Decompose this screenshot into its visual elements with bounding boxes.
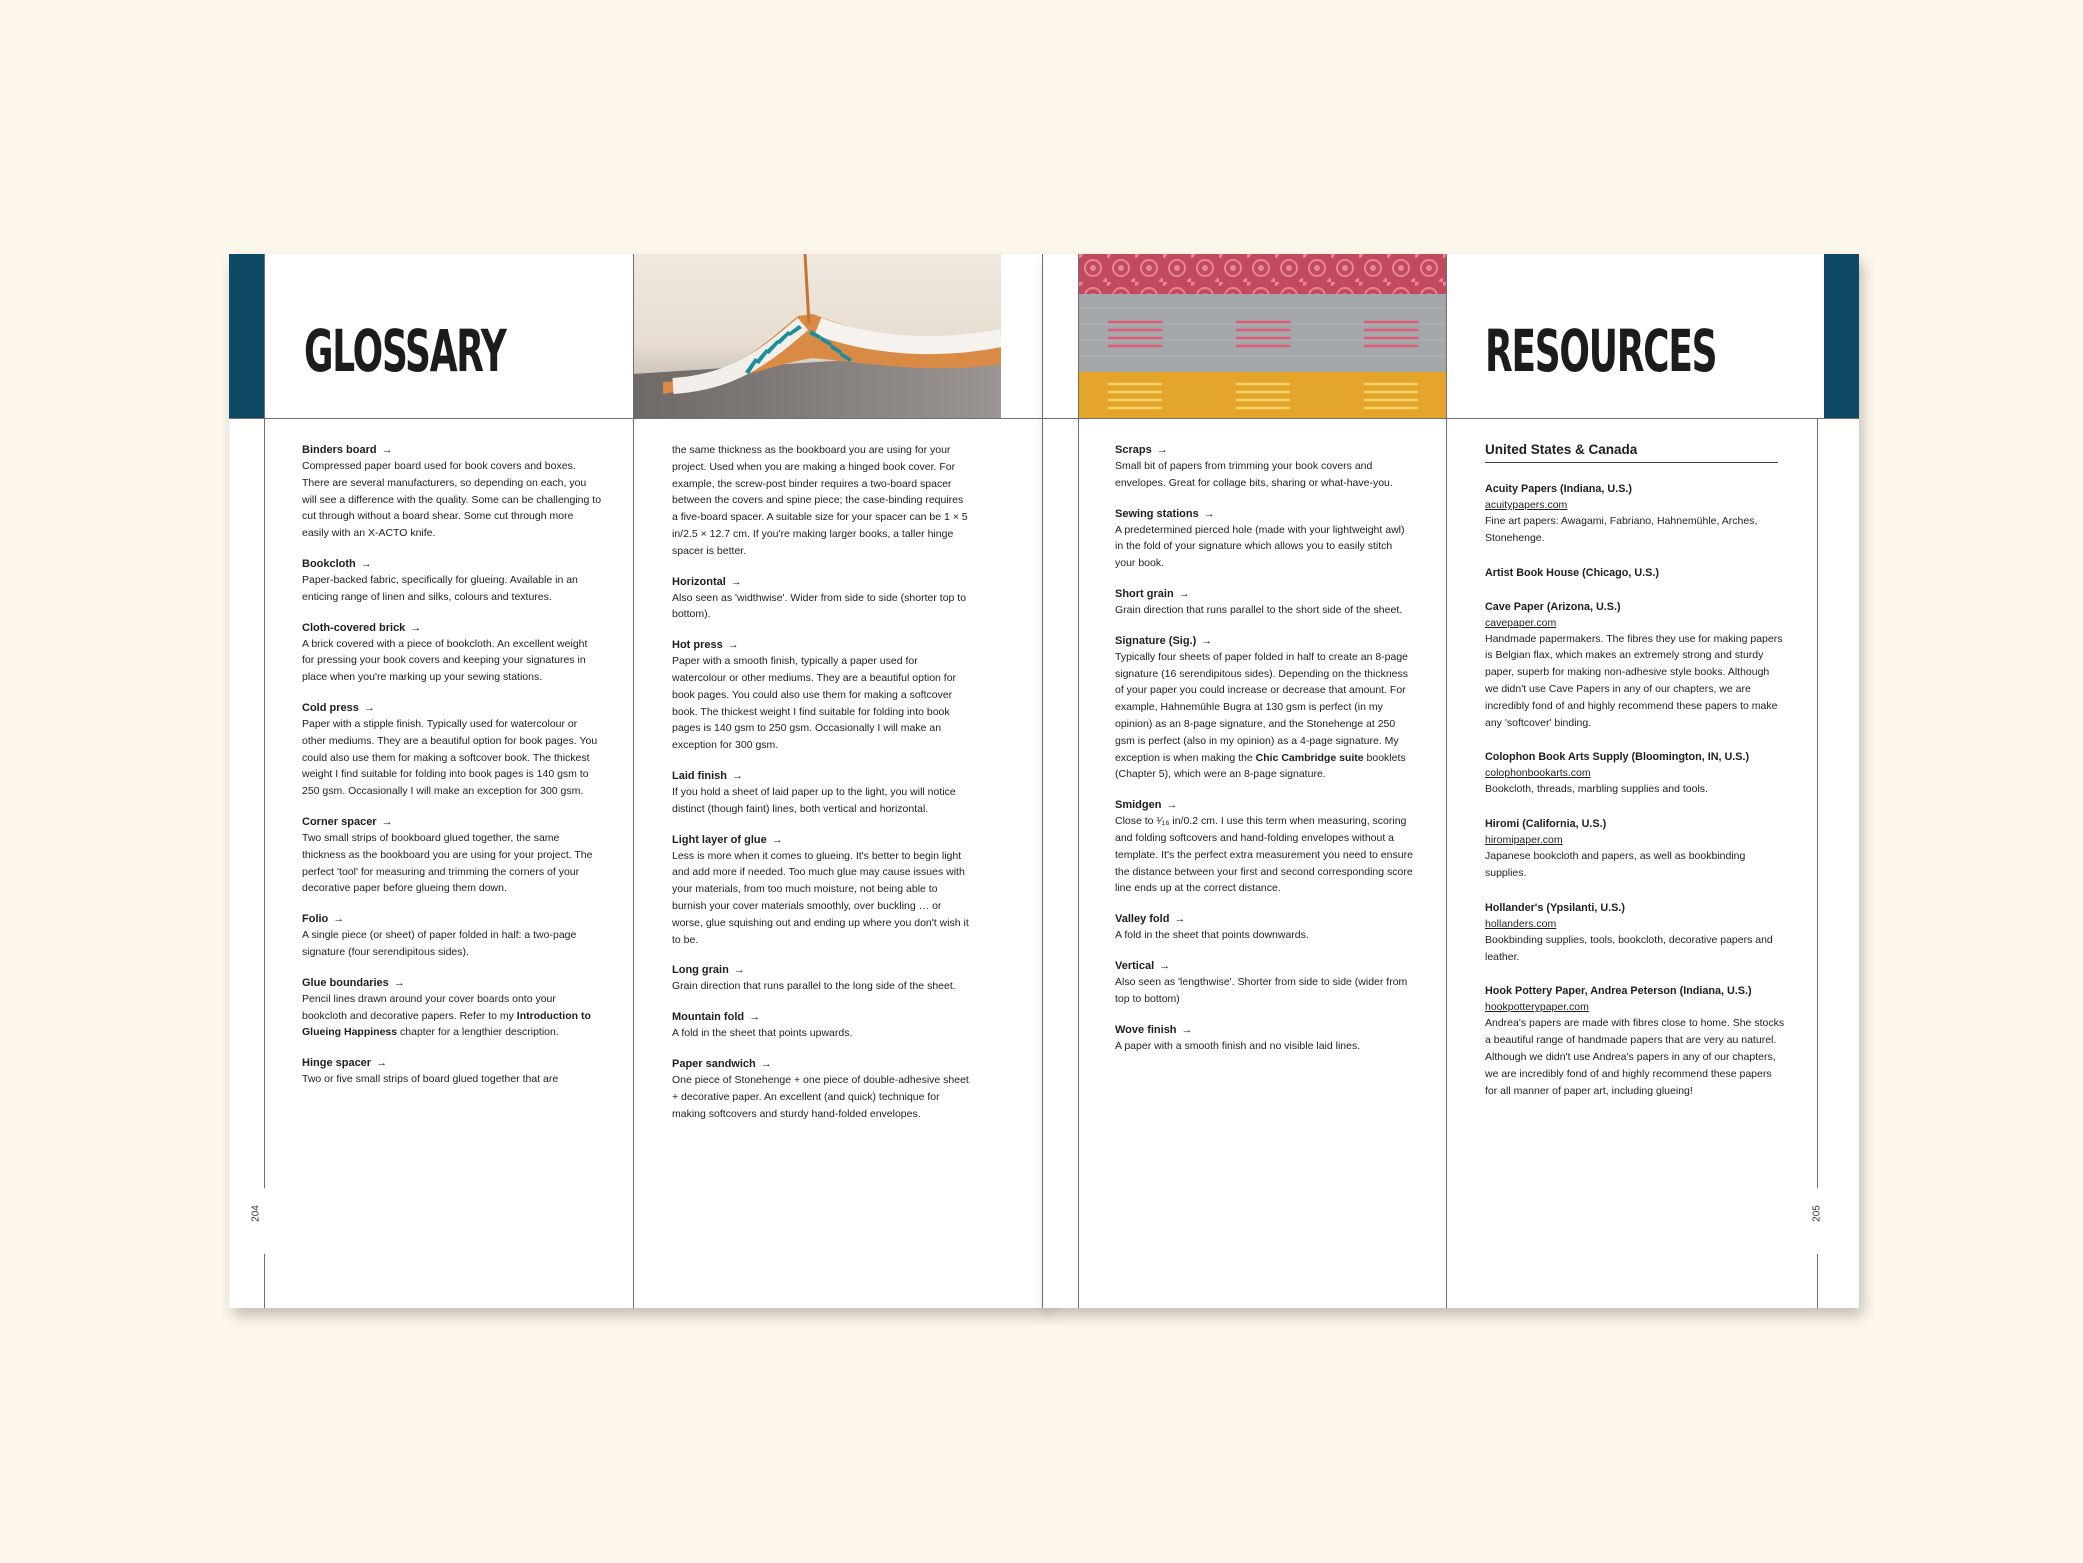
chapter-reference: Chic Cambridge suite: [1255, 751, 1364, 764]
glossary-entry: [1115, 442, 1415, 492]
arrow-right-icon: →: [760, 1057, 772, 1070]
arrow-right-icon: →: [749, 1011, 761, 1024]
glossary-entry: [1115, 958, 1415, 1008]
glossary-entry: [302, 620, 602, 686]
glossary-term: Cloth-covered brick: [302, 621, 406, 634]
arrow-right-icon: →: [410, 621, 422, 634]
arrow-right-icon: →: [1159, 959, 1171, 972]
glossary-term: Paper sandwich: [672, 1057, 756, 1070]
glossary-entry: [1115, 633, 1415, 783]
accent-bar: [229, 254, 264, 418]
glossary-definition: A paper with a smooth finish and no visible laid lines.: [1115, 1039, 1361, 1052]
glossary-term: Mountain fold: [672, 1011, 745, 1024]
resource-description: Bookcloth, threads, marbling supplies and tools.: [1485, 783, 1708, 796]
resource-link[interactable]: colophonbookarts.com: [1485, 767, 1591, 780]
arrow-right-icon: →: [393, 976, 405, 989]
arrow-right-icon: →: [333, 913, 345, 926]
glossary-definition: Close to ¹⁄₁₆ in/0.2 cm. I use this term when measuring, scoring and folding softcovers and hand-folding envelopes without a template. It's the perfect extra measurement you need to ensure the distance between your first and second corresponding score line ends up at the correct distance.: [1115, 815, 1413, 895]
arrow-right-icon: →: [360, 557, 372, 570]
arrow-right-icon: →: [730, 575, 742, 588]
arrow-right-icon: →: [381, 815, 393, 828]
glossary-term: Glue boundaries: [302, 976, 389, 989]
glossary-entry: [672, 1009, 972, 1042]
glossary-entry: [672, 962, 972, 995]
glossary-entry: [302, 814, 602, 897]
resource-entry: [1485, 749, 1785, 798]
glossary-column: [1115, 442, 1415, 1068]
resource-entry: [1485, 900, 1785, 966]
glossary-definition: Also seen as 'lengthwise'. Shorter from side to side (wider from top to bottom): [1115, 975, 1408, 1005]
glossary-definition: Paper with a stipple finish. Typically used for watercolour or other mediums. They are a beautiful option for book pages. You could also use them for making a softcover book. The thickest weight I find suitable for folding into book pages is 140 gsm to 250 gsm. Occasionally I will make an exception for 300 gsm.: [302, 717, 598, 798]
page-number: 204: [250, 1205, 262, 1222]
glossary-definition: A single piece (or sheet) of paper folded in half: a two-page signature (four serendipitous sides).: [302, 929, 577, 958]
glossary-entry: [672, 574, 972, 624]
glossary-entry: [302, 975, 602, 1041]
arrow-right-icon: →: [1181, 1023, 1193, 1036]
glossary-term: Corner spacer: [302, 815, 377, 828]
glossary-entry: [1115, 911, 1415, 944]
resource-description: Bookbinding supplies, tools, bookcloth, decorative papers and leather.: [1485, 933, 1773, 963]
page-title: RESOURCES: [1485, 317, 1717, 385]
column-divider: [1817, 1254, 1818, 1308]
arrow-right-icon: →: [1156, 444, 1168, 456]
glossary-definition: Pencil lines drawn around your cover boards onto your bookcloth and decorative papers. Refer to my Introduction to Glueing Happiness chapter for a lengthier description.: [302, 992, 591, 1039]
resource-name: Acuity Papers (Indiana, U.S.): [1485, 483, 1632, 495]
resources-region-heading: United States & Canada: [1485, 442, 1778, 463]
glossary-term: Long grain: [672, 964, 729, 977]
resource-link[interactable]: acuitypapers.com: [1485, 499, 1568, 511]
resource-link[interactable]: hollanders.com: [1485, 917, 1557, 930]
resource-link[interactable]: hiromipaper.com: [1485, 834, 1563, 847]
arrow-right-icon: →: [1201, 634, 1213, 647]
resource-description: Japanese bookcloth and papers, as well as bookbinding supplies.: [1485, 850, 1746, 879]
arrow-right-icon: →: [1203, 507, 1215, 520]
column-divider: [1446, 254, 1447, 1308]
glossary-definition: Grain direction that runs parallel to the long side of the sheet.: [672, 980, 956, 993]
resource-description: Handmade papermakers. The fibres they use for making papers is Belgian flax, which makes an extremely strong and sturdy paper, superb for making non-adhesive style books. Although we didn't use Cave Papers in any of our chapters, we are incredibly fond of and highly recommend these papers to make any 'softcover' binding.: [1485, 632, 1783, 729]
glossary-definition: Two or five small strips of board glued together that are: [302, 1073, 559, 1086]
glossary-entry: [302, 1055, 602, 1088]
glossary-term: Signature (Sig.): [1115, 634, 1197, 647]
header-rule: [229, 418, 1046, 419]
arrow-right-icon: →: [1166, 799, 1178, 812]
glossary-entry: [672, 768, 972, 818]
glossary-term: Light layer of glue: [672, 833, 767, 846]
glossary-term: Smidgen: [1115, 799, 1162, 812]
column-divider: [264, 1254, 265, 1308]
glossary-term: Bookcloth: [302, 557, 356, 570]
glossary-column: [302, 442, 602, 1102]
arrow-right-icon: →: [732, 769, 743, 782]
glossary-definition: A brick covered with a piece of bookcloth. An excellent weight for pressing your book covers and keeping your signatures in place when you're marking up your sewing stations.: [302, 637, 588, 684]
resource-name: Hollander's (Ypsilanti, U.S.): [1485, 901, 1625, 914]
resource-description: Fine art papers: Awagami, Fabriano, Hahnemühle, Arches, Stonehenge.: [1485, 515, 1758, 544]
arrow-right-icon: →: [1174, 913, 1186, 926]
right-page-resources: [1042, 254, 1859, 1308]
header-rule: [1042, 418, 1859, 419]
arrow-right-icon: →: [1178, 587, 1190, 600]
arrow-right-icon: →: [363, 701, 375, 714]
glossary-entry: [302, 556, 602, 606]
glossary-definition: Paper-backed fabric, specifically for glueing. Available in an enticing range of linen and silks, colours and textures.: [302, 573, 578, 603]
page-title: GLOSSARY: [304, 317, 506, 385]
glossary-definition: Two small strips of bookboard glued together, the same thickness as the bookboard you are using for your project. The perfect 'tool' for measuring and trimming the corners of your decorative paper before glueing them down.: [302, 831, 593, 895]
column-divider: [264, 418, 265, 1188]
column-divider: [264, 254, 265, 418]
column-divider: [1078, 254, 1079, 1308]
glossary-entry: [1115, 1022, 1415, 1055]
chapter-reference: Introduction to Glueing Happiness: [302, 1009, 591, 1039]
glossary-term: Wove finish: [1115, 1023, 1177, 1036]
glossary-term: Sewing stations: [1115, 507, 1199, 520]
glossary-term: Vertical: [1115, 959, 1155, 972]
glossary-definition: Also seen as 'widthwise'. Wider from side to side (shorter top to bottom).: [672, 591, 967, 621]
column-divider: [1817, 418, 1818, 1188]
page-number: 205: [1811, 1205, 1823, 1222]
glossary-entry: [672, 637, 972, 754]
glossary-entry: [302, 911, 602, 961]
resource-name: Hook Pottery Paper, Andrea Peterson (Indiana, U.S.): [1485, 985, 1752, 998]
glossary-definition: Compressed paper board used for book covers and boxes. There are several manufacturers, so depending on each, you will see a difference with the quality. Some can be challenging to cut through without a board shear. Some cut through more easily with an X-ACTO knife.: [302, 460, 602, 540]
glossary-definition: A predetermined pierced hole (made with your lightweight awl) in the fold of your signature which allows you to easily stitch your book.: [1115, 523, 1405, 570]
resource-name: Colophon Book Arts Supply (Bloomington, IN, U.S.): [1485, 751, 1750, 764]
arrow-right-icon: →: [376, 1057, 388, 1070]
accent-bar: [1824, 254, 1859, 418]
arrow-right-icon: →: [771, 833, 783, 846]
resource-entry: [1485, 481, 1785, 547]
resource-entry: [1485, 599, 1785, 732]
arrow-right-icon: →: [727, 639, 739, 652]
left-page-glossary: [229, 254, 1046, 1308]
glossary-term: Valley fold: [1115, 913, 1170, 926]
resource-description: Andrea's papers are made with fibres close to home. She stocks a beautiful range of handmade papers that are very au naturel. Although we didn't use Andrea's papers in any of our chapters, we are incredibly fond of and highly recommend these papers for all manner of paper art, including glueing!: [1485, 1017, 1785, 1097]
glossary-definition: A fold in the sheet that points downwards.: [1115, 929, 1309, 942]
glossary-term: Horizontal: [672, 575, 726, 588]
glossary-definition: A fold in the sheet that points upwards.: [672, 1027, 853, 1040]
glossary-term: Folio: [302, 913, 329, 926]
glossary-entry-continued: [672, 442, 972, 560]
column-divider: [633, 254, 634, 1308]
resources-column: [1485, 442, 1785, 1117]
glossary-definition: Less is more when it comes to glueing. It's better to begin light and add more if needed. Too much glue may cause issues with your materials, from too much moisture, not being able to burnish your cover materials smoothly, over buckling … or worse, glue squishing out and ending up where you don't wish it to be.: [672, 849, 969, 946]
glossary-term: Laid finish: [672, 769, 727, 782]
glossary-term: Scraps: [1115, 444, 1152, 456]
glossary-definition: If you hold a sheet of laid paper up to the light, you will notice distinct (though faint) lines, both vertical and horizontal.: [672, 785, 956, 815]
glossary-entry: [1115, 506, 1415, 572]
resource-entry: [1485, 565, 1785, 581]
glossary-definition: Paper with a smooth finish, typically a paper used for watercolour or other mediums. They are a beautiful option for book pages. You could also use them for making a softcover book. The thickest weight I find suitable for folding into book pages is 140 gsm to 250 gsm. Occasionally I will make an exception for 300 gsm.: [672, 655, 957, 752]
resource-entry: [1485, 816, 1785, 882]
glossary-entry: [1115, 797, 1415, 897]
glossary-definition: Typically four sheets of paper folded in half to create an 8-page signature (16 serendipitous sides). Depending on the thickness of your paper you could increase or decrease that amount. For example, Hahnemühle Bugra at 130 gsm is perfect (in my opinion) as an 8-page signature, and the Stonehenge at 250 gsm is perfect (also in my opinion) as a 4-page signature. My exception is when making the Chic Cambridge suite booklets (Chapter 5), which were an 8-page signature.: [1115, 650, 1409, 781]
resource-link[interactable]: hookpotterypaper.com: [1485, 1001, 1589, 1014]
glossary-column: [672, 442, 972, 1136]
glossary-term: Cold press: [302, 701, 359, 714]
resource-entry: [1485, 983, 1785, 1099]
glossary-definition: One piece of Stonehenge + one piece of double-adhesive sheet + decorative paper. An excellent (and quick) technique for making softcovers and sturdy hand-folded envelopes.: [672, 1073, 969, 1120]
resource-name: Hiromi (California, U.S.): [1485, 818, 1607, 831]
glossary-term: Binders board: [302, 444, 377, 456]
glossary-entry: [672, 832, 972, 949]
glossary-entry: [1115, 586, 1415, 619]
glossary-term: Short grain: [1115, 587, 1174, 600]
coptic-stitch-spine-photo: [633, 254, 1001, 418]
glossary-term: Hinge spacer: [302, 1057, 372, 1070]
glossary-entry: [302, 700, 602, 800]
resource-link[interactable]: cavepaper.com: [1485, 616, 1557, 629]
arrow-right-icon: →: [733, 964, 745, 977]
glossary-entry: [302, 442, 602, 542]
glossary-entry: [672, 1056, 972, 1122]
glossary-definition: the same thickness as the bookboard you are using for your project. Used when you are making a hinged book cover. For example, the screw-post binder requires a two-board spacer between the covers and spine piece; the case-binding requires a five-board spacer. A suitable size for your spacer can be 1 × 5 in/2.5 × 12.7 cm. If you're making larger books, a taller hinge spacer is better.: [672, 444, 968, 557]
glossary-definition: Grain direction that runs parallel to the short side of the sheet.: [1115, 603, 1403, 616]
gutter-line: [1042, 254, 1043, 1308]
arrow-right-icon: →: [381, 444, 393, 456]
glossary-definition: Small bit of papers from trimming your book covers and envelopes. Great for collage bits, sharing or what-have-you.: [1115, 460, 1393, 489]
resource-name: Cave Paper (Arizona, U.S.): [1485, 600, 1621, 613]
glossary-term: Hot press: [672, 639, 723, 652]
cloth-bound-books-photo: [1079, 254, 1447, 418]
resource-name: Artist Book House (Chicago, U.S.): [1485, 566, 1659, 579]
